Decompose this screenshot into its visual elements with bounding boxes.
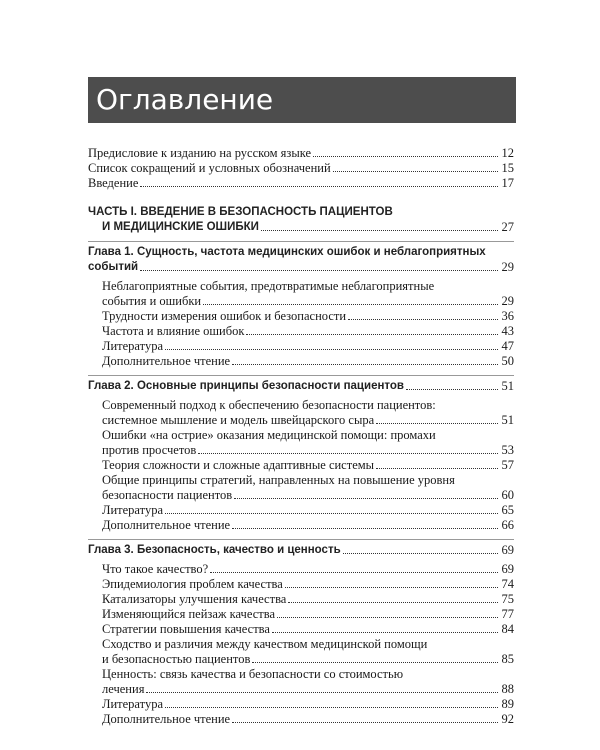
entry-line: [88, 543, 514, 558]
section-entry[interactable]: [88, 279, 514, 309]
entry-title-text: Список сокращений и условных обозначений: [88, 161, 331, 175]
chapter-label: Глава 1.: [88, 246, 137, 258]
page-number: 43: [501, 324, 514, 338]
entry-text: [88, 146, 311, 161]
table-of-contents: [88, 146, 514, 727]
page-number: 65: [501, 503, 514, 517]
entry-line: [102, 607, 514, 622]
dot-leader: [165, 349, 498, 350]
dot-leader: [232, 722, 498, 723]
entry-text: [102, 667, 403, 682]
entry-text: [102, 458, 374, 473]
dot-leader: [165, 707, 498, 708]
entry-text: [102, 577, 283, 592]
entry-title-text: Безопасность, качество и ценность: [136, 544, 341, 556]
entry-line: [102, 622, 514, 637]
entry-line: [102, 279, 514, 294]
section-entry[interactable]: [88, 637, 514, 667]
entry-title-text: И МЕДИЦИНСКИЕ ОШИБКИ: [102, 221, 259, 233]
dot-leader: [252, 662, 498, 663]
page-number: 75: [501, 592, 514, 606]
dot-leader: [232, 528, 498, 529]
page-number: 29: [501, 294, 514, 308]
page-number: 57: [501, 458, 514, 472]
entry-title-text: Теория сложности и сложные адаптивные системы: [102, 458, 375, 472]
page-number: 74: [501, 577, 514, 591]
dot-leader: [165, 513, 498, 514]
entry-title-text: Катализаторы улучшения качества: [102, 592, 287, 606]
dot-leader: [140, 270, 498, 271]
entry-line: [102, 667, 514, 682]
dot-leader: [277, 617, 498, 618]
dot-leader: [210, 572, 498, 573]
dot-leader: [343, 553, 498, 554]
entry-text: [102, 592, 286, 607]
entry-text: [102, 682, 144, 697]
dot-leader: [348, 319, 498, 320]
entry-title-text: системное мышление и модель швейцарского сыра: [102, 413, 375, 427]
dot-leader: [313, 156, 498, 157]
page-number: 50: [501, 354, 514, 368]
entry-text: [102, 503, 163, 518]
section-entry[interactable]: [88, 622, 514, 637]
entry-title-text: Изменяющийся пейзаж качества: [102, 607, 275, 621]
chapter-label: Глава 3.: [88, 544, 137, 556]
entry-title-text: Стратегии повышения качества: [102, 622, 270, 636]
chapter-sections: [88, 562, 514, 727]
entry-text: [102, 339, 163, 354]
page-number: 51: [501, 413, 514, 427]
dot-leader: [285, 587, 498, 588]
section-entry[interactable]: [88, 667, 514, 697]
entry-text: [102, 637, 427, 652]
entry-title-text: Литература: [102, 503, 163, 517]
entry-line: [102, 637, 514, 652]
entry-line: [102, 443, 514, 458]
dot-leader: [376, 423, 498, 424]
entry-title-text: Эпидемиология проблем качества: [102, 577, 283, 591]
chapter-sections: [88, 279, 514, 369]
toc-entry[interactable]: [88, 146, 514, 161]
section-entry[interactable]: [88, 518, 514, 533]
entry-text: [88, 176, 138, 191]
dot-leader: [140, 186, 498, 187]
entry-text: [102, 354, 230, 369]
entry-line: [102, 339, 514, 354]
entry-text: [102, 279, 434, 294]
chapter-heading[interactable]: [88, 375, 514, 394]
page-number: 29: [501, 260, 514, 274]
page-number: 36: [501, 309, 514, 323]
page-number: 60: [501, 488, 514, 502]
entry-text: [102, 220, 259, 235]
entry-text: [102, 324, 244, 339]
section-entry[interactable]: [88, 712, 514, 727]
entry-title-text: Сущность, частота медицинских ошибок и неблагоприятных: [136, 246, 486, 258]
dot-leader: [232, 364, 498, 365]
dot-leader: [406, 389, 498, 390]
page-number: 92: [501, 712, 514, 726]
entry-title-text: Трудности измерения ошибок и безопасности: [102, 309, 347, 323]
entry-line: [88, 205, 514, 220]
entry-text: [88, 205, 393, 220]
dot-leader: [203, 304, 498, 305]
section-entry[interactable]: [88, 339, 514, 354]
section-entry[interactable]: [88, 577, 514, 592]
chapter-label: Глава 2.: [88, 380, 137, 392]
entry-title-text: Ошибки «на острие» оказания медицинской помощи: промахи: [102, 428, 436, 442]
entry-title-text: Современный подход к обеспечению безопасности пациентов:: [102, 398, 436, 412]
section-entry[interactable]: [88, 309, 514, 324]
entry-text: [102, 428, 436, 443]
entry-title-text: Дополнительное чтение: [102, 354, 231, 368]
entry-line: [102, 592, 514, 607]
page-number: 15: [501, 161, 514, 175]
entry-line: [88, 220, 514, 235]
entry-line: [88, 176, 514, 191]
entry-line: [102, 309, 514, 324]
entry-line: [102, 458, 514, 473]
entry-text: [102, 697, 163, 712]
entry-line: [102, 518, 514, 533]
section-entry[interactable]: [88, 324, 514, 339]
dot-leader: [246, 334, 498, 335]
entry-text: [88, 260, 138, 275]
section-entry[interactable]: [88, 398, 514, 428]
page-number: 85: [501, 652, 514, 666]
entry-text: [102, 473, 455, 488]
entry-title-text: Ценность: связь качества и безопасности со стоимостью: [102, 667, 404, 681]
page-number: 69: [501, 562, 514, 576]
entry-title-text: Что такое качество?: [102, 562, 209, 576]
section-entry[interactable]: [88, 428, 514, 458]
entry-title-text: Дополнительное чтение: [102, 518, 231, 532]
entry-title-text: события и ошибки: [102, 294, 202, 308]
entry-title-text: Основные принципы безопасности пациентов: [136, 380, 404, 392]
entry-title-text: безопасности пациентов: [102, 488, 233, 502]
chapter-sections: [88, 398, 514, 533]
entry-text: [88, 161, 331, 176]
dot-leader: [376, 468, 498, 469]
dot-leader: [288, 602, 498, 603]
entry-line: [102, 428, 514, 443]
toc-entry[interactable]: [88, 161, 514, 176]
dot-leader: [146, 692, 498, 693]
entry-line: [88, 260, 514, 275]
entry-line: [88, 146, 514, 161]
entry-line: [102, 354, 514, 369]
entry-text: [102, 622, 270, 637]
entry-title-text: Дополнительное чтение: [102, 712, 231, 726]
entry-line: [102, 652, 514, 667]
entry-title-text: Введение: [88, 176, 139, 190]
chapter-heading[interactable]: [88, 539, 514, 558]
page-number: 66: [501, 518, 514, 532]
page-number: 84: [501, 622, 514, 636]
section-entry[interactable]: [88, 354, 514, 369]
section-entry[interactable]: [88, 697, 514, 712]
entry-text: [88, 379, 404, 394]
entry-title-text: ЧАСТЬ I. ВВЕДЕНИЕ В БЕЗОПАСНОСТЬ ПАЦИЕНТОВ: [88, 206, 393, 218]
entry-text: [102, 413, 374, 428]
title-band: [88, 77, 516, 123]
page-number: 77: [501, 607, 514, 621]
entry-line: [102, 712, 514, 727]
entry-title-text: и безопасностью пациентов: [102, 652, 251, 666]
entry-title-text: событий: [88, 261, 139, 273]
section-entry[interactable]: [88, 562, 514, 577]
entry-text: [102, 712, 230, 727]
page-number: 27: [501, 220, 514, 234]
entry-text: [88, 543, 341, 558]
section-entry[interactable]: [88, 607, 514, 622]
dot-leader: [272, 632, 498, 633]
dot-leader: [333, 171, 498, 172]
page-title: Оглавление: [96, 83, 274, 116]
entry-title-text: лечения: [102, 682, 145, 696]
toc-entry[interactable]: [88, 176, 514, 191]
page-number: 88: [501, 682, 514, 696]
entry-line: [102, 488, 514, 503]
section-entry[interactable]: [88, 592, 514, 607]
part-heading[interactable]: [88, 205, 514, 235]
entry-title-text: Литература: [102, 697, 163, 711]
entry-text: [102, 518, 230, 533]
entry-text: [102, 398, 436, 413]
entry-line: [88, 245, 514, 260]
page-number: 12: [501, 146, 514, 160]
entry-line: [102, 473, 514, 488]
entry-line: [88, 161, 514, 176]
dot-leader: [198, 453, 498, 454]
entry-title-text: Частота и влияние ошибок: [102, 324, 245, 338]
entry-title-text: Сходство и различия между качеством медицинской помощи: [102, 637, 428, 651]
entry-line: [102, 682, 514, 697]
dot-leader: [234, 498, 498, 499]
entry-line: [102, 562, 514, 577]
entry-line: [102, 398, 514, 413]
entry-title-text: Общие принципы стратегий, направленных на повышение уровня: [102, 473, 455, 487]
entry-line: [102, 324, 514, 339]
entry-line: [88, 379, 514, 394]
entry-title-text: Предисловие к изданию на русском языке: [88, 146, 312, 160]
page-number: 89: [501, 697, 514, 711]
entry-title-text: Неблагоприятные события, предотвратимые неблагоприятные: [102, 279, 435, 293]
entry-title-text: против просчетов: [102, 443, 197, 457]
section-entry[interactable]: [88, 503, 514, 518]
entry-title-text: Литература: [102, 339, 163, 353]
entry-text: [102, 488, 232, 503]
entry-text: [102, 309, 346, 324]
entry-line: [102, 697, 514, 712]
page-number: 69: [501, 543, 514, 557]
entry-text: [102, 607, 275, 622]
section-entry[interactable]: [88, 458, 514, 473]
page-number: 47: [501, 339, 514, 353]
entry-line: [102, 294, 514, 309]
entry-text: [102, 443, 196, 458]
entry-text: [102, 562, 208, 577]
section-entry[interactable]: [88, 473, 514, 503]
page-number: 51: [501, 379, 514, 393]
entry-text: [88, 245, 486, 260]
entry-line: [102, 577, 514, 592]
entry-line: [102, 503, 514, 518]
entry-text: [102, 294, 201, 309]
page-number: 17: [501, 176, 514, 190]
dot-leader: [261, 230, 498, 231]
page-number: 53: [501, 443, 514, 457]
entry-line: [102, 413, 514, 428]
entry-text: [102, 652, 250, 667]
chapter-heading[interactable]: [88, 241, 514, 275]
